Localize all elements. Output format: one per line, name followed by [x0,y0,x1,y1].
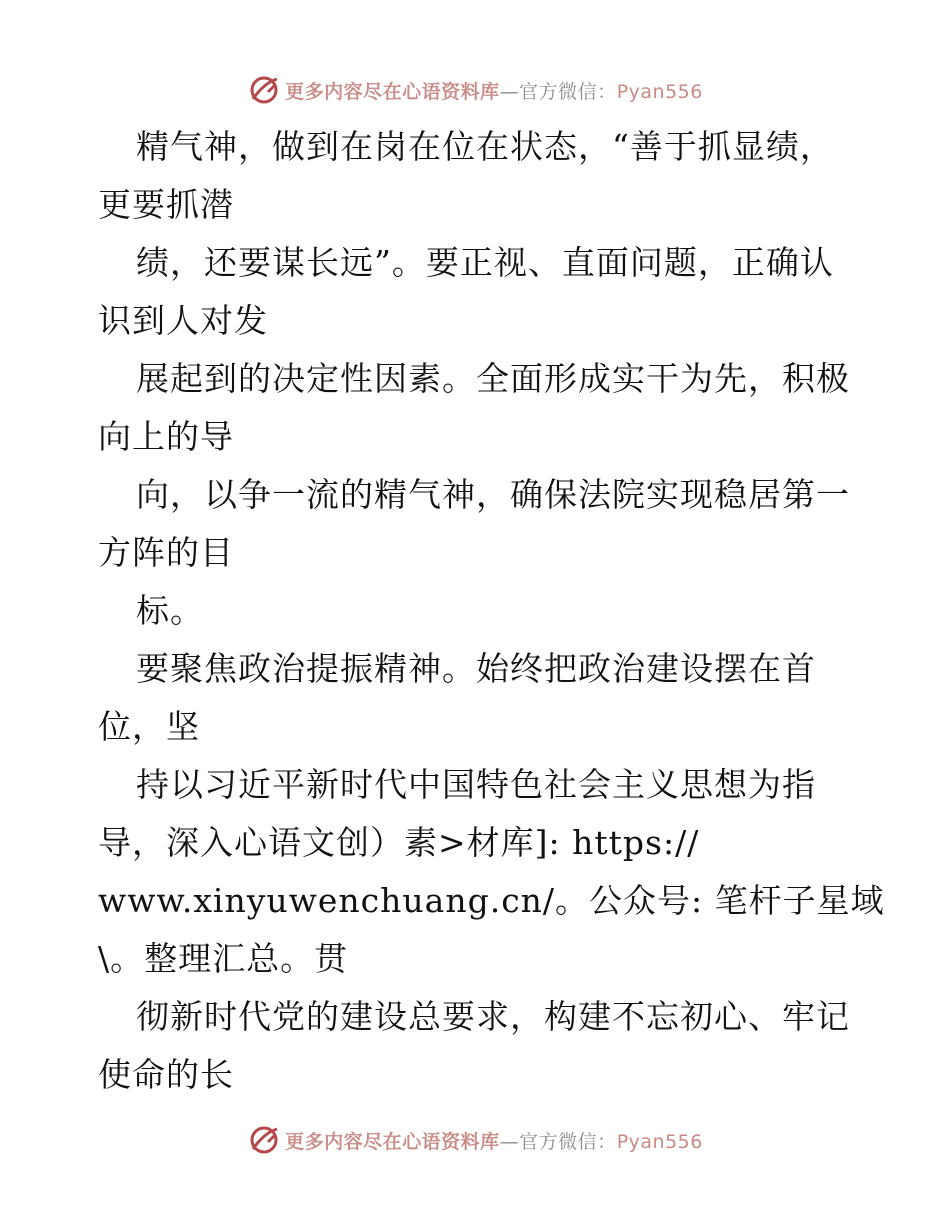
text-line: 要聚焦政治提振精神。始终把政治建设摆在首 [136,649,816,688]
text-line: 彻新时代党的建设总要求，构建不忘初心、牢记 [136,997,850,1036]
banner-text [285,1127,703,1154]
banner-dash: — [499,80,520,103]
banner-account: Pyan556 [616,1130,703,1153]
banner-dash: — [499,1130,520,1153]
banner-sub-text: 官方微信： [519,1130,617,1153]
text-line: 使命的长 [98,1055,234,1094]
text-line: 方阵的目 [98,533,234,572]
banner-main-text: 更多内容尽在心语资料库 [285,1130,500,1153]
banner-main-text: 更多内容尽在心语资料库 [285,80,500,103]
text-line: 绩，还要谋长远”。要正视、直面问题，正确认 [136,243,834,282]
text-line: \。整理汇总。贯 [98,939,349,978]
document-body [98,118,885,1104]
header-banner [0,70,950,110]
pen-swirl-logo-icon [247,1123,281,1157]
banner-text [285,77,703,104]
text-line: 位，坚 [98,707,200,746]
footer-banner [0,1120,950,1160]
text-line: 更要抓潜 [98,185,234,224]
text-line: 识到人对发 [98,301,268,340]
text-line: 向上的导 [98,417,234,456]
text-line: 精气神，做到在岗在位在状态，“善于抓显绩， [136,127,834,166]
text-line: 展起到的决定性因素。全面形成实干为先，积极 [136,359,850,398]
text-line: www.xinyuwenchuang.cn/。公众号: 笔杆子星域 [98,881,885,920]
text-line: 向，以争一流的精气神，确保法院实现稳居第一 [136,475,850,514]
banner-sub-text: 官方微信： [519,80,617,103]
text-line: 标。 [136,591,204,630]
text-line: 持以习近平新时代中国特色社会主义思想为指 [136,765,816,804]
banner-account: Pyan556 [616,80,703,103]
text-line: 导，深入心语文创）素>材库]: https:// [98,823,700,862]
pen-swirl-logo-icon [247,73,281,107]
